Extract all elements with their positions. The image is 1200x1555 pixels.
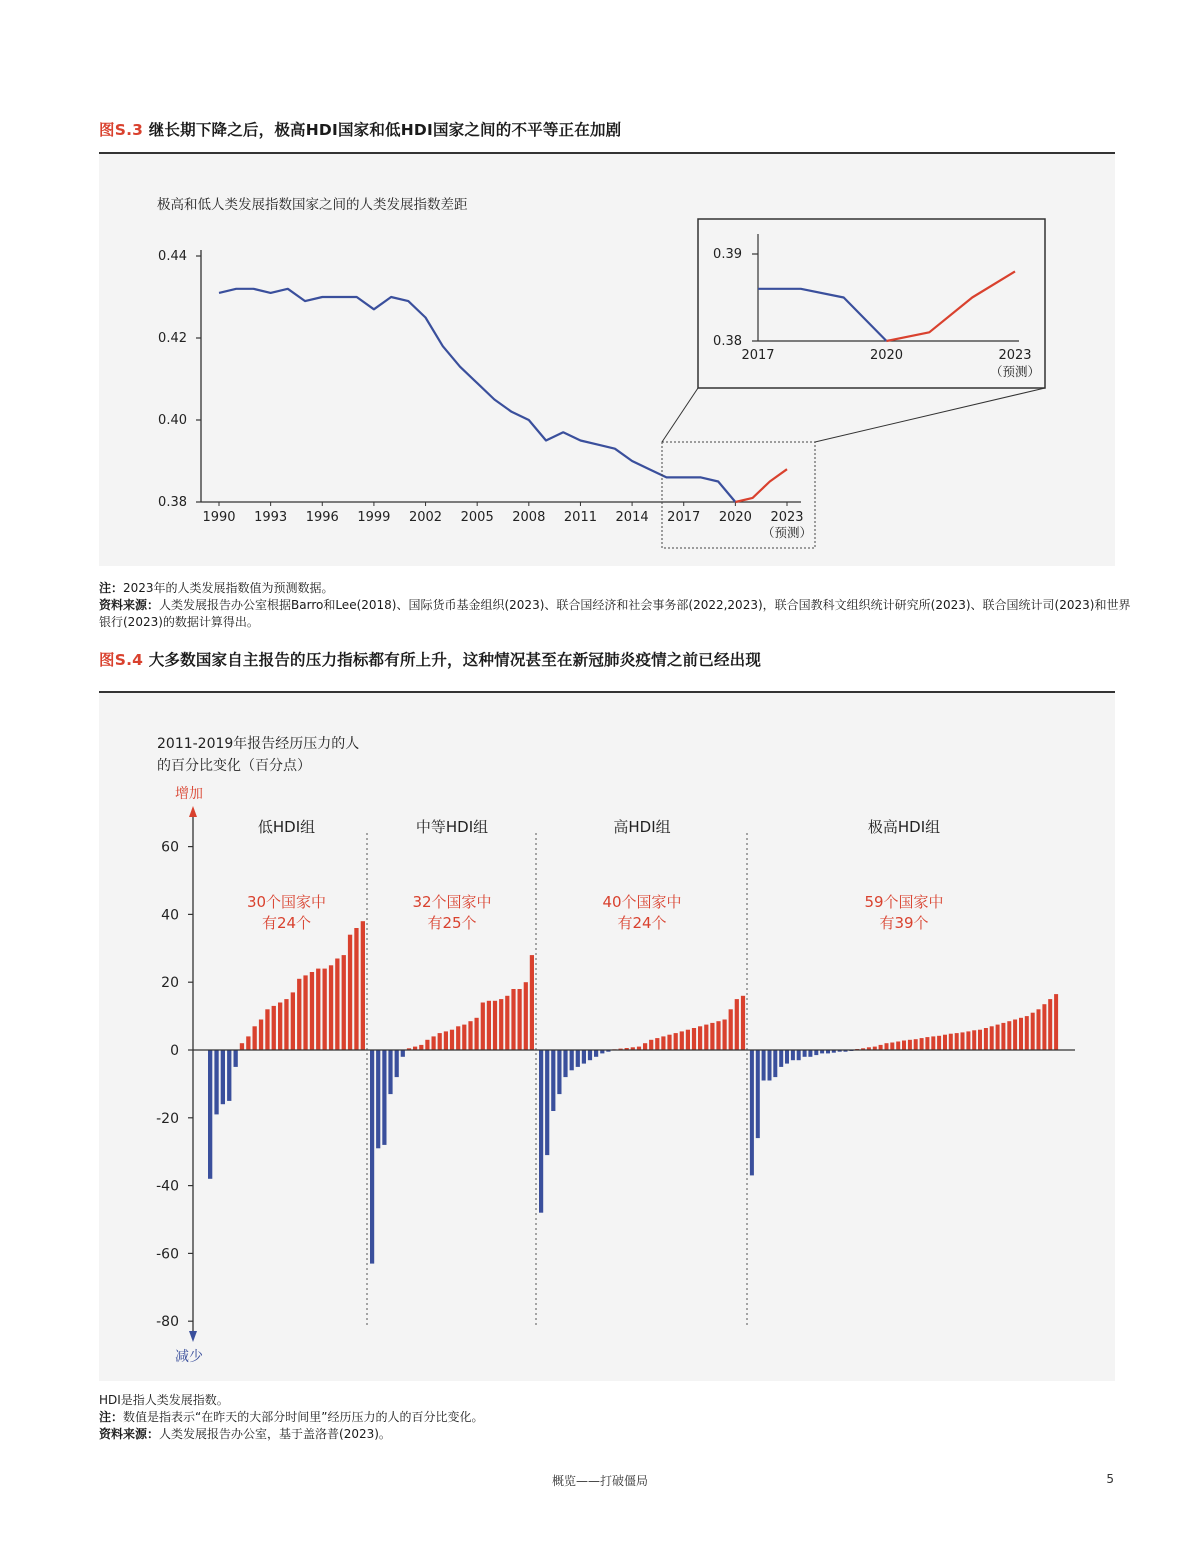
bar (723, 1020, 727, 1051)
bar (1048, 999, 1052, 1050)
fig3-line-chart (99, 154, 1115, 566)
bar (674, 1033, 678, 1050)
zoom-connector-right (815, 388, 1045, 442)
bar (768, 1050, 772, 1081)
bar (316, 969, 320, 1050)
bar (643, 1043, 647, 1050)
fig3-title-text: 继长期下降之后，极高HDI国家和低HDI国家之间的不平等正在加剧 (143, 121, 622, 139)
y-tick-label: -60 (156, 1246, 179, 1263)
bar (297, 979, 301, 1050)
group-label: 高HDI组 (613, 818, 671, 836)
x-tick-label: 2017 (667, 510, 701, 525)
bar (354, 928, 358, 1050)
bar (432, 1036, 436, 1050)
bar (1007, 1021, 1011, 1050)
fig4-bar-chart (99, 693, 1115, 1381)
fig3-note: 注：2023年的人类发展指数值为预测数据。 (99, 581, 334, 595)
page-number: 5 (1106, 1472, 1114, 1486)
x-tick-note: （预测） (761, 525, 813, 540)
bar (692, 1028, 696, 1050)
group-label: 中等HDI组 (415, 818, 489, 836)
x-tick-label: 2011 (563, 510, 598, 525)
bar (902, 1041, 906, 1051)
bar (539, 1050, 543, 1213)
y-tick-label: 40 (161, 907, 179, 924)
fig4-title-text: 大多数国家自主报告的压力指标都有所上升，这种情况甚至在新冠肺炎疫情之前已经出现 (143, 651, 762, 669)
fig4-note: 注：数值是指表示“在昨天的大部分时间里”经历压力的人的百分比变化。 (99, 1410, 484, 1424)
fig4-notes (99, 1392, 1139, 1443)
y-tick-label: 20 (161, 975, 179, 992)
bar (972, 1030, 976, 1050)
bar (756, 1050, 760, 1138)
bar (750, 1050, 754, 1175)
bar (655, 1038, 659, 1050)
bar (931, 1036, 935, 1050)
fig4-panel (99, 693, 1115, 1381)
fig3-notes (99, 580, 1139, 631)
bar (937, 1036, 941, 1050)
group-count-line2: 有24个 (617, 914, 667, 932)
zoom-connector-left (662, 388, 698, 442)
bar (323, 969, 327, 1050)
bar (518, 989, 522, 1050)
bar (291, 992, 295, 1050)
bar (487, 1001, 491, 1050)
group-count-line1: 40个国家中 (602, 893, 682, 911)
bar (890, 1043, 894, 1051)
bar (221, 1050, 225, 1104)
bar (234, 1050, 238, 1067)
bar (551, 1050, 555, 1111)
bar (1013, 1020, 1017, 1051)
bar (990, 1026, 994, 1050)
bar (698, 1026, 702, 1050)
bar (896, 1042, 900, 1051)
bar (710, 1023, 714, 1050)
fig3-source: 资料来源：人类发展报告办公室根据Barro和Lee(2018)、国际货币基金组织(2023)、联合国经济和社会事务部(2022,2023)，联合国教科文组织统计研究所(2023)、联合国统计司(2023)和世界银行(2023)的数据计算得出。 (99, 598, 1131, 629)
bar (524, 982, 528, 1050)
bar (943, 1035, 947, 1050)
increase-arrow-icon (189, 806, 197, 817)
x-tick-label: 1993 (254, 510, 288, 525)
bar (1042, 1004, 1046, 1050)
inset-x-tick-label: 2023 (998, 348, 1032, 363)
bar (978, 1030, 982, 1050)
series-line-historical (219, 289, 735, 502)
bar (961, 1032, 965, 1050)
bar (686, 1030, 690, 1050)
bar (227, 1050, 231, 1101)
bar (272, 1006, 276, 1050)
bar (310, 972, 314, 1050)
bar (594, 1050, 598, 1057)
bar (493, 1001, 497, 1050)
x-tick-label: 1996 (305, 510, 339, 525)
bar (419, 1045, 423, 1050)
bar (908, 1040, 912, 1050)
group-count-line2: 有24个 (261, 914, 312, 932)
bar (214, 1050, 218, 1114)
bar (444, 1031, 448, 1050)
y-tick-label: 0.44 (158, 249, 187, 264)
bar (1037, 1009, 1041, 1050)
x-tick-label: 2020 (718, 510, 752, 525)
bar (395, 1050, 399, 1077)
bar (984, 1028, 988, 1050)
bar (667, 1035, 671, 1050)
series-line-projected (735, 469, 787, 502)
bar (388, 1050, 392, 1094)
group-count-line1: 32个国家中 (412, 893, 492, 911)
bar (1019, 1018, 1023, 1050)
bar (588, 1050, 592, 1060)
y-tick-label: -40 (156, 1178, 179, 1195)
group-count-line1: 30个国家中 (246, 893, 327, 911)
bar (545, 1050, 549, 1155)
bar (803, 1050, 807, 1057)
bar (925, 1037, 929, 1050)
bar (1025, 1016, 1029, 1050)
bar (240, 1043, 244, 1050)
bar (779, 1050, 783, 1067)
y-tick-label: -20 (156, 1110, 179, 1127)
bar (661, 1036, 665, 1050)
bar (729, 1009, 733, 1050)
bar (265, 1009, 269, 1050)
bar (335, 959, 339, 1051)
bar (1054, 994, 1058, 1050)
bar (563, 1050, 567, 1077)
bar (376, 1050, 380, 1148)
bar (879, 1045, 883, 1050)
bar (955, 1033, 959, 1050)
x-tick-label: 2008 (512, 510, 546, 525)
bar (576, 1050, 580, 1067)
fig4-subtitle-line2: 的百分比变化（百分点） (157, 758, 311, 774)
bar (475, 1018, 479, 1050)
fig3-panel (99, 154, 1115, 566)
bar (966, 1031, 970, 1050)
bar (920, 1038, 924, 1050)
fig3-subtitle: 极高和低人类发展指数国家之间的人类发展指数差距 (157, 197, 468, 213)
bar (570, 1050, 574, 1070)
y-tick-label: -80 (156, 1314, 179, 1331)
bar (259, 1020, 263, 1051)
group-count-line2: 有25个 (427, 914, 477, 932)
bar (716, 1021, 720, 1050)
fig4-number: 图S.4 (99, 651, 144, 669)
fig3-title (99, 118, 621, 140)
inset-x-tick-note: （预测） (989, 364, 1041, 379)
bar (996, 1025, 1000, 1050)
bar (329, 965, 333, 1050)
bar (462, 1025, 466, 1050)
y-tick-label: 0.38 (158, 495, 187, 510)
bar (511, 989, 515, 1050)
bar (649, 1040, 653, 1050)
bar (401, 1050, 405, 1057)
x-tick-label: 2002 (408, 510, 443, 525)
bar (530, 955, 534, 1050)
bar (914, 1039, 918, 1050)
bar (348, 935, 352, 1050)
bar (278, 1003, 282, 1051)
decrease-arrow-icon (189, 1331, 197, 1342)
bar (582, 1050, 586, 1064)
bar (680, 1031, 684, 1050)
bar (791, 1050, 795, 1060)
x-tick-label: 2005 (460, 510, 494, 525)
inset-y-tick-label: 0.38 (713, 334, 742, 349)
inset-x-tick-label: 2017 (741, 348, 775, 363)
bar (773, 1050, 777, 1077)
bar (797, 1050, 801, 1060)
bar (741, 996, 745, 1050)
bar (246, 1036, 250, 1050)
bar (303, 975, 307, 1050)
bar (468, 1021, 472, 1050)
group-label: 低HDI组 (257, 818, 316, 836)
bar (505, 996, 509, 1050)
x-tick-label: 2014 (615, 510, 649, 525)
group-count-line2: 有39个 (879, 914, 929, 932)
bar (284, 999, 288, 1050)
y-tick-label: 60 (161, 839, 179, 856)
fig4-source: 资料来源：人类发展报告办公室，基于盖洛普(2023)。 (99, 1427, 391, 1441)
inset-y-tick-label: 0.39 (713, 247, 742, 262)
bar (1001, 1023, 1005, 1050)
bar (949, 1034, 953, 1050)
group-label: 极高HDI组 (867, 818, 941, 836)
x-tick-label: 1999 (357, 510, 391, 525)
x-tick-label: 2023 (770, 510, 804, 525)
bar (704, 1025, 708, 1050)
bar (456, 1026, 460, 1050)
bar (382, 1050, 386, 1145)
bar (481, 1003, 485, 1051)
bar (208, 1050, 212, 1179)
bar (450, 1030, 454, 1050)
bar (425, 1040, 429, 1050)
increase-label: 增加 (175, 786, 203, 802)
inset-x-tick-label: 2020 (869, 348, 904, 363)
bar (814, 1050, 818, 1055)
bar (557, 1050, 561, 1094)
bar (885, 1043, 889, 1050)
fig4-subtitle-line1: 2011-2019年报告经历压力的人 (157, 736, 360, 752)
bar (808, 1050, 812, 1057)
bar (438, 1033, 442, 1050)
fig4-title (99, 648, 761, 670)
bar (342, 955, 346, 1050)
bar (762, 1050, 766, 1081)
bar (370, 1050, 374, 1264)
fig4-note-hdi: HDI是指人类发展指数。 (99, 1393, 229, 1407)
bar (361, 921, 365, 1050)
fig3-number: 图S.3 (99, 121, 144, 139)
bar (499, 999, 503, 1050)
y-tick-label: 0.40 (158, 413, 187, 428)
y-tick-label: 0 (170, 1043, 179, 1059)
y-tick-label: 0.42 (158, 331, 187, 346)
bar (735, 999, 739, 1050)
footer-title: 概览——打破僵局 (551, 1474, 648, 1488)
bar (785, 1050, 789, 1064)
bar (1031, 1013, 1035, 1050)
group-count-line1: 59个国家中 (864, 893, 944, 911)
x-tick-label: 1990 (202, 510, 236, 525)
decrease-label: 减少 (175, 1349, 203, 1365)
bar (253, 1026, 257, 1050)
